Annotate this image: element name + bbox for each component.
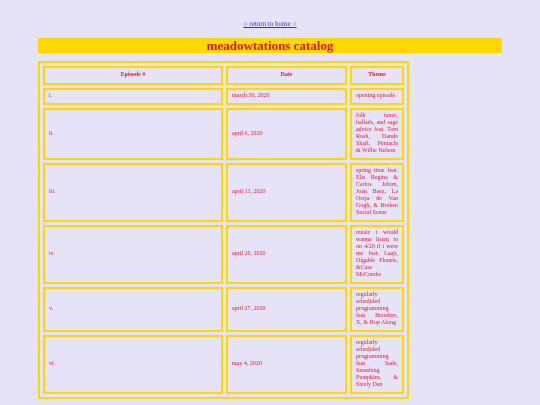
table-row <box>43 225 404 284</box>
episode-catalog-table <box>38 61 409 399</box>
table-row <box>43 335 404 394</box>
theme-cell: opening episode <box>350 88 404 105</box>
date-cell: march 30, 2020 <box>226 88 347 105</box>
episode-cell: i. <box>43 88 223 105</box>
episode-cell: iv. <box>43 225 223 284</box>
table-row <box>43 88 404 105</box>
theme-cell: regularly scheduled programming feat. Breeders, X, & Hop Along <box>350 287 404 332</box>
return-home-container <box>0 20 540 28</box>
return-home-link[interactable]: ○ return to home ○ <box>243 20 297 28</box>
episode-cell: ii. <box>43 108 223 160</box>
theme-cell: regularly scheduled programming feat. Sade, Smashing Pumpkins, & Steely Dan <box>350 335 404 394</box>
column-header-date: Date <box>226 66 347 85</box>
episode-cell: vi. <box>43 335 223 394</box>
episode-cell: iii. <box>43 163 223 222</box>
table-row <box>43 108 404 160</box>
table-header-row <box>43 66 404 85</box>
date-cell: april 6, 2020 <box>226 108 347 160</box>
date-cell: april 20, 2020 <box>226 225 347 284</box>
column-header-episode: Episode # <box>43 66 223 85</box>
page-title: meadowtations catalog <box>38 38 502 53</box>
date-cell: april 27, 2020 <box>226 287 347 332</box>
table-row <box>43 163 404 222</box>
date-cell: may 4, 2020 <box>226 335 347 394</box>
theme-cell: music i would wanna listen to on 4/20 if i were me feat. Laaji, Digable Planets, &Cass McCombs <box>350 225 404 284</box>
episode-cell: v. <box>43 287 223 332</box>
date-cell: april 13, 2020 <box>226 163 347 222</box>
theme-cell: folk tunes, ballads, and sage advice feat. Tom Rush, Dando Shaft, Pentacle & Willie Nelson <box>350 108 404 160</box>
table-row <box>43 287 404 332</box>
column-header-theme: Theme <box>350 66 404 85</box>
theme-cell: spring time feat. Elis Regina & Carlos Jobim, Joan Baez, La Oreja de Van Gogh, & Broken Social Scene <box>350 163 404 222</box>
